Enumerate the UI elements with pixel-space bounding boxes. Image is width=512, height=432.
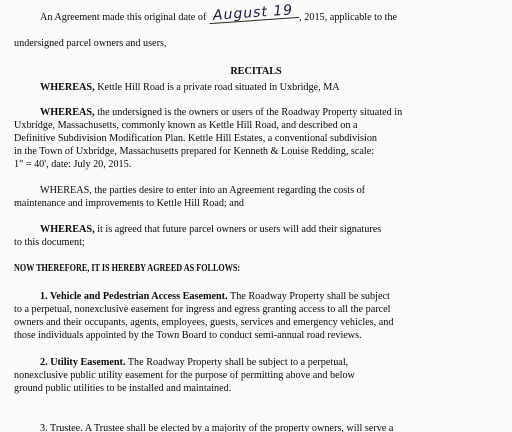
whereas-keyword: WHEREAS, — [40, 224, 95, 235]
section-3-line-1: 3. Trustee. A Trustee shall be elected by a majority of the property owners, will serve a — [40, 423, 394, 432]
recitals-heading: RECITALS — [230, 66, 282, 77]
section-1-text: The Roadway Property shall be subject — [227, 291, 390, 302]
section-1-line-4: those individuals appointed by the Town Board to conduct semi-annual road reviews. — [14, 330, 362, 341]
section-1-line-1 — [40, 290, 390, 303]
whereas-2-line-3: Definitive Subdivision Modification Plan. Kettle Hill Estates, a conventional subdivision — [14, 133, 378, 144]
section-2-line-1 — [40, 356, 348, 369]
whereas-text: Kettle Hill Road is a private road situated in Uxbridge, MA — [97, 82, 340, 93]
whereas-text: the parties desire to enter into an Agreement regarding the costs of — [94, 185, 366, 196]
section-1-title: 1. Vehicle and Pedestrian Access Easement. — [40, 291, 228, 302]
intro-text-part1: An Agreement made this original date of — [40, 12, 207, 23]
intro-line-1 — [40, 2, 398, 24]
whereas-keyword: WHEREAS, — [40, 107, 95, 118]
section-2-line-3: ground public utilities to be installed and maintained. — [14, 383, 232, 394]
whereas-2-line-1 — [40, 106, 402, 119]
section-1-line-3: owners and their occupants, agents, employees, guests, services and emergency vehicles, and — [14, 317, 394, 328]
whereas-4-line-2: to this document; — [14, 237, 85, 248]
section-2-title: 2. Utility Easement. — [40, 357, 126, 368]
now-therefore-heading — [14, 262, 297, 275]
section-1-line-2: to a perpetual, nonexclusive easement for ingress and egress granting access to all the parcel — [14, 304, 391, 315]
intro-text-part2: , 2015, applicable to the — [299, 12, 398, 23]
whereas-3-line-1 — [40, 184, 365, 197]
whereas-2-line-5: 1" = 40', date: July 20, 2015. — [14, 159, 132, 170]
handwritten-date: August 19 — [209, 4, 300, 24]
whereas-4-line-1 — [40, 223, 381, 236]
intro-line-2: undersigned parcel owners and users, — [14, 38, 167, 49]
now-therefore-text: NOW THEREFORE, IT IS HEREBY AGREED AS FOLLOWS: — [14, 263, 241, 274]
whereas-keyword: WHEREAS, — [40, 185, 92, 196]
whereas-2-line-2: Uxbridge, Massachusetts, commonly known as Kettle Hill Road, and described on a — [14, 120, 358, 131]
whereas-2-line-4: in the Town of Uxbridge, Massachusetts prepared for Kenneth & Louise Redding, scale: — [14, 146, 375, 157]
whereas-1 — [40, 81, 340, 94]
section-2-line-2: nonexclusive public utility easement for the purpose of permitting above and below — [14, 370, 355, 381]
section-2-text: The Roadway Property shall be subject to a perpetual, — [125, 357, 349, 368]
whereas-text: it is agreed that future parcel owners or users will add their signatures — [97, 224, 382, 235]
whereas-3-line-2: maintenance and improvements to Kettle Hill Road; and — [14, 198, 245, 209]
whereas-text: the undersigned is the owners or users of the Roadway Property situated in — [97, 107, 403, 118]
whereas-keyword: WHEREAS, — [40, 82, 95, 93]
